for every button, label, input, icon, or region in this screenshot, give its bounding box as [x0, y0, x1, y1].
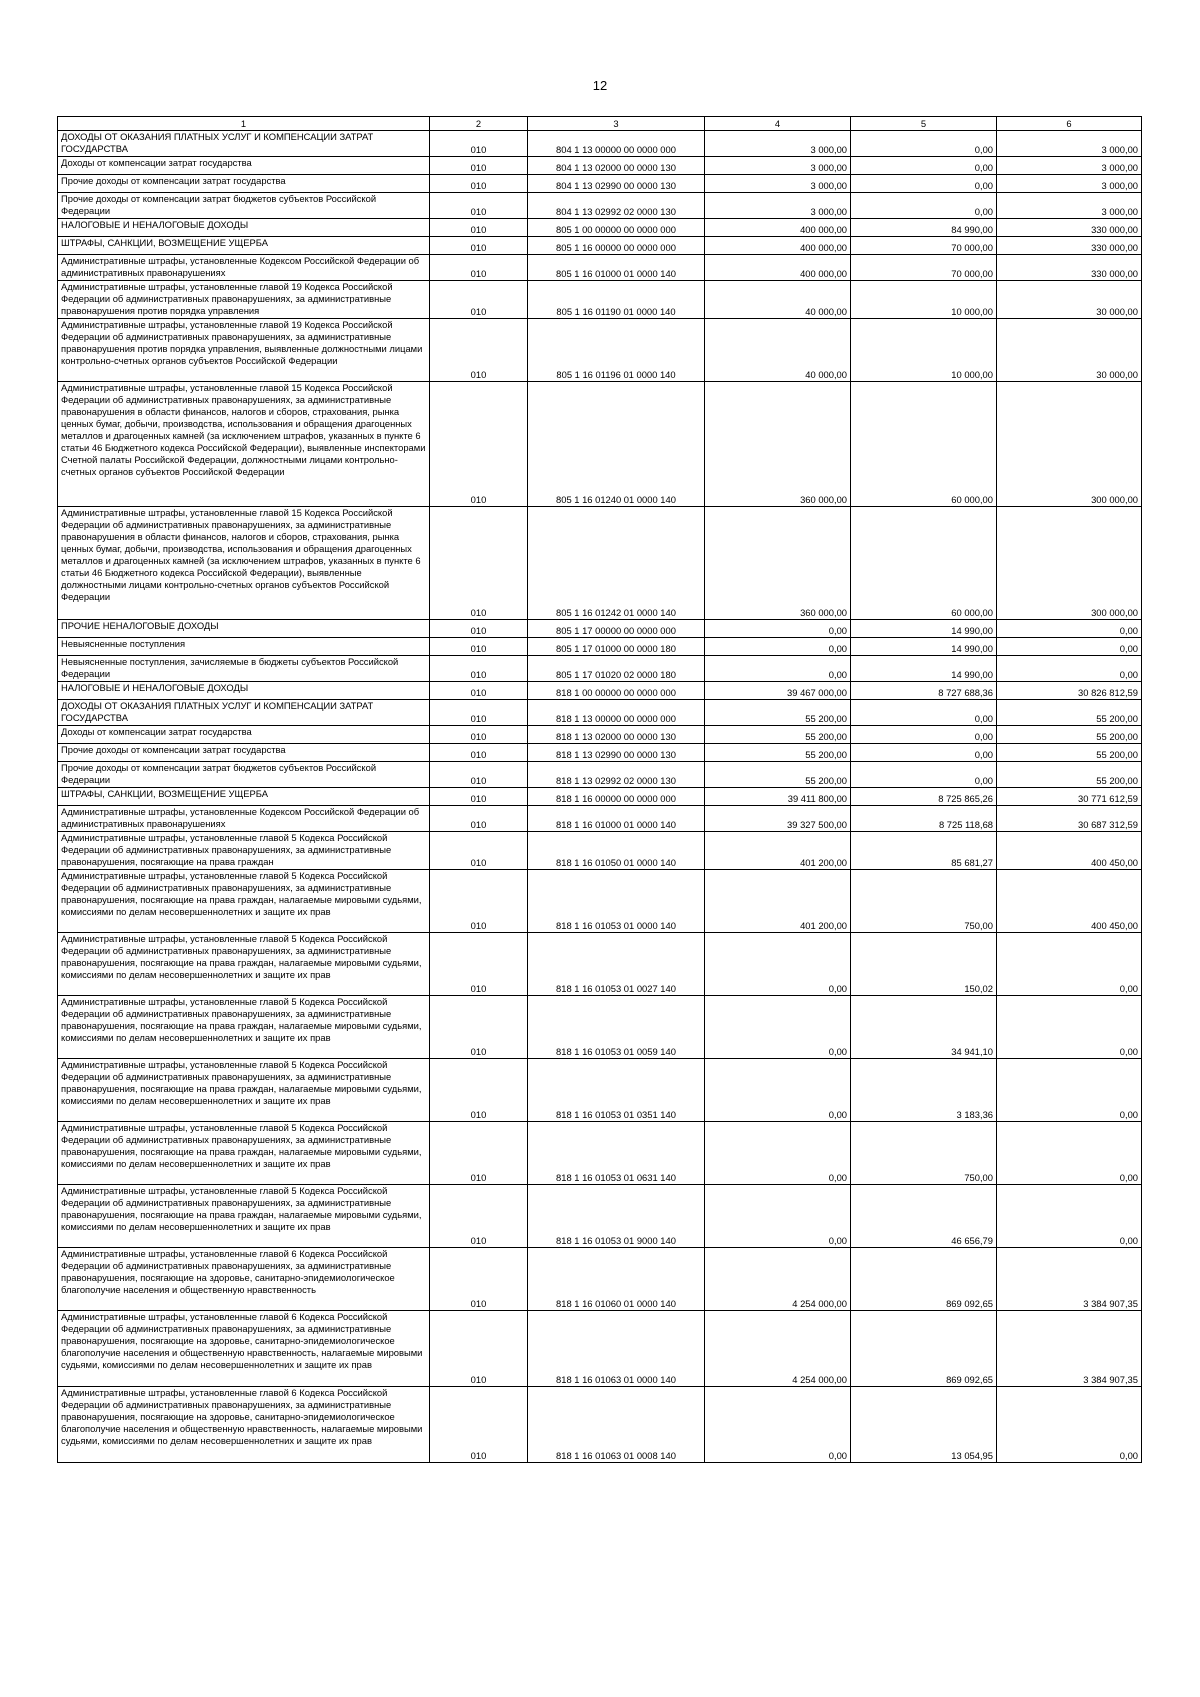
row-kbk: 818 1 13 00000 00 0000 000: [528, 700, 705, 726]
row-value-4: 3 000,00: [705, 131, 851, 157]
row-code: 010: [430, 175, 528, 193]
row-value-5: 0,00: [851, 726, 997, 744]
row-code: 010: [430, 788, 528, 806]
row-code: 010: [430, 870, 528, 933]
row-value-6: 300 000,00: [997, 382, 1142, 507]
row-value-4: 4 254 000,00: [705, 1248, 851, 1311]
row-name: Административные штрафы, установленные главой 6 Кодекса Российской Федерации об административных правонарушениях, за административные правонарушения, посягающие на здоровье, санитарно-эпидемиологическое благополучие населения и общественную нравственность, налагаемые мировыми судьями, комиссиями по делам несовершеннолетних и защите их прав: [58, 1311, 430, 1387]
row-kbk: 804 1 13 02992 02 0000 130: [528, 193, 705, 219]
row-code: 010: [430, 1248, 528, 1311]
row-code: 010: [430, 1311, 528, 1387]
table-row: [58, 806, 1142, 832]
row-name: Прочие доходы от компенсации затрат государства: [58, 744, 430, 762]
row-value-6: 30 826 812,59: [997, 682, 1142, 700]
row-value-6: 3 384 907,35: [997, 1311, 1142, 1387]
row-code: 010: [430, 682, 528, 700]
row-kbk: 818 1 16 01063 01 0000 140: [528, 1311, 705, 1387]
row-value-6: 3 000,00: [997, 175, 1142, 193]
row-value-4: 55 200,00: [705, 700, 851, 726]
row-name: ШТРАФЫ, САНКЦИИ, ВОЗМЕЩЕНИЕ УЩЕРБА: [58, 788, 430, 806]
header-row: [58, 117, 1142, 131]
row-value-5: 8 727 688,36: [851, 682, 997, 700]
row-kbk: 804 1 13 02000 00 0000 130: [528, 157, 705, 175]
row-code: 010: [430, 131, 528, 157]
row-code: 010: [430, 1122, 528, 1185]
row-name: НАЛОГОВЫЕ И НЕНАЛОГОВЫЕ ДОХОДЫ: [58, 219, 430, 237]
row-code: 010: [430, 219, 528, 237]
row-value-6: 0,00: [997, 1185, 1142, 1248]
row-value-6: 3 000,00: [997, 157, 1142, 175]
row-name: ДОХОДЫ ОТ ОКАЗАНИЯ ПЛАТНЫХ УСЛУГ И КОМПЕНСАЦИИ ЗАТРАТ ГОСУДАРСТВА: [58, 700, 430, 726]
column-header: 1: [58, 117, 430, 131]
row-value-4: 400 000,00: [705, 255, 851, 281]
row-code: 010: [430, 744, 528, 762]
row-value-4: 40 000,00: [705, 319, 851, 382]
row-value-6: 3 384 907,35: [997, 1248, 1142, 1311]
table-row: [58, 744, 1142, 762]
row-value-5: 70 000,00: [851, 237, 997, 255]
row-name: ДОХОДЫ ОТ ОКАЗАНИЯ ПЛАТНЫХ УСЛУГ И КОМПЕНСАЦИИ ЗАТРАТ ГОСУДАРСТВА: [58, 131, 430, 157]
row-kbk: 818 1 16 01053 01 0059 140: [528, 996, 705, 1059]
row-value-6: 0,00: [997, 656, 1142, 682]
row-value-6: 55 200,00: [997, 762, 1142, 788]
row-value-5: 13 054,95: [851, 1387, 997, 1463]
row-value-5: 8 725 118,68: [851, 806, 997, 832]
row-value-4: 0,00: [705, 1059, 851, 1122]
table-row: [58, 157, 1142, 175]
row-code: 010: [430, 382, 528, 507]
row-kbk: 818 1 16 01053 01 0000 140: [528, 870, 705, 933]
row-value-6: 55 200,00: [997, 744, 1142, 762]
row-value-6: 30 687 312,59: [997, 806, 1142, 832]
row-value-6: 55 200,00: [997, 700, 1142, 726]
row-value-6: 30 771 612,59: [997, 788, 1142, 806]
row-kbk: 805 1 16 01242 01 0000 140: [528, 507, 705, 620]
row-name: Административные штрафы, установленные главой 6 Кодекса Российской Федерации об административных правонарушениях, за административные правонарушения, посягающие на здоровье, санитарно-эпидемиологическое благополучие населения и общественную нравственность: [58, 1248, 430, 1311]
row-value-4: 360 000,00: [705, 507, 851, 620]
table-row: [58, 870, 1142, 933]
table-row: [58, 175, 1142, 193]
row-value-4: 360 000,00: [705, 382, 851, 507]
row-kbk: 818 1 16 01050 01 0000 140: [528, 832, 705, 870]
row-name: Административные штрафы, установленные главой 5 Кодекса Российской Федерации об административных правонарушениях, за административные правонарушения, посягающие на права граждан, налагаемые мировыми судьями, комиссиями по делам несовершеннолетних и защите их прав: [58, 1185, 430, 1248]
row-kbk: 818 1 16 01060 01 0000 140: [528, 1248, 705, 1311]
row-value-5: 0,00: [851, 131, 997, 157]
table-row: [58, 1122, 1142, 1185]
row-name: Административные штрафы, установленные главой 5 Кодекса Российской Федерации об административных правонарушениях, за административные правонарушения, посягающие на права граждан, налагаемые мировыми судьями, комиссиями по делам несовершеннолетних и защите их прав: [58, 1122, 430, 1185]
table-row: [58, 620, 1142, 638]
row-value-6: 0,00: [997, 1387, 1142, 1463]
row-code: 010: [430, 319, 528, 382]
row-name: Административные штрафы, установленные главой 6 Кодекса Российской Федерации об административных правонарушениях, за административные правонарушения, посягающие на здоровье, санитарно-эпидемиологическое благополучие населения и общественную нравственность, налагаемые мировыми судьями, комиссиями по делам несовершеннолетних и защите их прав: [58, 1387, 430, 1463]
table-row: [58, 996, 1142, 1059]
row-value-5: 0,00: [851, 762, 997, 788]
revenue-table: [57, 116, 1142, 1463]
row-code: 010: [430, 281, 528, 319]
row-name: Административные штрафы, установленные главой 19 Кодекса Российской Федерации об административных правонарушениях, за административные правонарушения против порядка управления, выявленные должностными лицами контрольно-счетных органов субъектов Российской Федерации: [58, 319, 430, 382]
row-code: 010: [430, 237, 528, 255]
row-value-6: 330 000,00: [997, 237, 1142, 255]
row-value-6: 300 000,00: [997, 507, 1142, 620]
row-value-6: 55 200,00: [997, 726, 1142, 744]
row-name: Прочие доходы от компенсации затрат государства: [58, 175, 430, 193]
row-code: 010: [430, 638, 528, 656]
row-name: Административные штрафы, установленные главой 5 Кодекса Российской Федерации об административных правонарушениях, за административные правонарушения, посягающие на права граждан, налагаемые мировыми судьями, комиссиями по делам несовершеннолетних и защите их прав: [58, 996, 430, 1059]
table-row: [58, 638, 1142, 656]
row-value-4: 401 200,00: [705, 832, 851, 870]
column-header: 4: [705, 117, 851, 131]
table-row: [58, 255, 1142, 281]
row-value-4: 55 200,00: [705, 726, 851, 744]
row-value-5: 84 990,00: [851, 219, 997, 237]
row-value-4: 0,00: [705, 620, 851, 638]
row-value-4: 0,00: [705, 1122, 851, 1185]
table-row: [58, 700, 1142, 726]
row-value-4: 55 200,00: [705, 762, 851, 788]
row-value-5: 14 990,00: [851, 638, 997, 656]
table-body: [58, 131, 1142, 1463]
row-value-5: 869 092,65: [851, 1248, 997, 1311]
row-code: 010: [430, 656, 528, 682]
row-name: Административные штрафы, установленные главой 5 Кодекса Российской Федерации об административных правонарушениях, за административные правонарушения, посягающие на права граждан, налагаемые мировыми судьями, комиссиями по делам несовершеннолетних и защите их прав: [58, 870, 430, 933]
row-code: 010: [430, 157, 528, 175]
row-value-5: 750,00: [851, 870, 997, 933]
row-code: 010: [430, 1185, 528, 1248]
row-code: 010: [430, 832, 528, 870]
row-kbk: 805 1 16 01000 01 0000 140: [528, 255, 705, 281]
row-value-4: 39 467 000,00: [705, 682, 851, 700]
row-name: Административные штрафы, установленные главой 15 Кодекса Российской Федерации об административных правонарушениях, за административные правонарушения в области финансов, налогов и сборов, страхования, рынка ценных бумаг, добычи, производства, использования и обращения драгоценных металлов и драгоценных камней (за исключением штрафов, указанных в пункте 6 статьи 46 Бюджетного кодекса Российской Федерации), выявленные инспекторами Счетной палаты Российской Федерации, должностными лицами контрольно-счетных органов субъектов Российской Федерации: [58, 382, 430, 507]
row-value-5: 10 000,00: [851, 281, 997, 319]
row-name: Невыясненные поступления, зачисляемые в бюджеты субъектов Российской Федерации: [58, 656, 430, 682]
row-value-5: 869 092,65: [851, 1311, 997, 1387]
row-code: 010: [430, 255, 528, 281]
row-code: 010: [430, 933, 528, 996]
row-kbk: 805 1 16 01240 01 0000 140: [528, 382, 705, 507]
row-value-6: 0,00: [997, 933, 1142, 996]
row-name: Административные штрафы, установленные главой 15 Кодекса Российской Федерации об административных правонарушениях, за административные правонарушения в области финансов, налогов и сборов, страхования, рынка ценных бумаг, добычи, производства, использования и обращения драгоценных металлов и драгоценных камней (за исключением штрафов, указанных в пункте 6 статьи 46 Бюджетного кодекса Российской Федерации), выявленные должностными лицами контрольно-счетных органов субъектов Российской Федерации: [58, 507, 430, 620]
row-value-6: 0,00: [997, 620, 1142, 638]
page-number: 12: [592, 78, 608, 93]
row-code: 010: [430, 1059, 528, 1122]
row-value-4: 4 254 000,00: [705, 1311, 851, 1387]
row-name: Невыясненные поступления: [58, 638, 430, 656]
row-kbk: 818 1 16 00000 00 0000 000: [528, 788, 705, 806]
row-kbk: 818 1 00 00000 00 0000 000: [528, 682, 705, 700]
row-kbk: 818 1 16 01053 01 0351 140: [528, 1059, 705, 1122]
table-row: [58, 762, 1142, 788]
table-row: [58, 726, 1142, 744]
row-code: 010: [430, 1387, 528, 1463]
row-value-4: 55 200,00: [705, 744, 851, 762]
row-code: 010: [430, 726, 528, 744]
row-kbk: 818 1 16 01063 01 0008 140: [528, 1387, 705, 1463]
table-row: [58, 193, 1142, 219]
row-code: 010: [430, 700, 528, 726]
table-row: [58, 319, 1142, 382]
row-value-5: 750,00: [851, 1122, 997, 1185]
row-value-6: 0,00: [997, 638, 1142, 656]
row-value-5: 14 990,00: [851, 656, 997, 682]
row-value-4: 39 327 500,00: [705, 806, 851, 832]
row-name: Доходы от компенсации затрат государства: [58, 726, 430, 744]
row-name: ПРОЧИЕ НЕНАЛОГОВЫЕ ДОХОДЫ: [58, 620, 430, 638]
column-header: 6: [997, 117, 1142, 131]
table-row: [58, 1248, 1142, 1311]
row-value-5: 14 990,00: [851, 620, 997, 638]
table-row: [58, 1311, 1142, 1387]
row-value-4: 3 000,00: [705, 193, 851, 219]
row-kbk: 818 1 16 01053 01 0631 140: [528, 1122, 705, 1185]
row-value-4: 3 000,00: [705, 157, 851, 175]
row-value-4: 0,00: [705, 656, 851, 682]
row-kbk: 805 1 16 01196 01 0000 140: [528, 319, 705, 382]
row-kbk: 805 1 16 01190 01 0000 140: [528, 281, 705, 319]
table-row: [58, 219, 1142, 237]
row-value-5: 70 000,00: [851, 255, 997, 281]
row-value-4: 40 000,00: [705, 281, 851, 319]
row-value-5: 0,00: [851, 193, 997, 219]
row-name: Административные штрафы, установленные главой 19 Кодекса Российской Федерации об административных правонарушениях, за административные правонарушения против порядка управления: [58, 281, 430, 319]
column-header: 5: [851, 117, 997, 131]
row-name: НАЛОГОВЫЕ И НЕНАЛОГОВЫЕ ДОХОДЫ: [58, 682, 430, 700]
row-value-4: 3 000,00: [705, 175, 851, 193]
table-row: [58, 933, 1142, 996]
row-value-5: 10 000,00: [851, 319, 997, 382]
row-name: Административные штрафы, установленные главой 5 Кодекса Российской Федерации об административных правонарушениях, за административные правонарушения, посягающие на права граждан, налагаемые мировыми судьями, комиссиями по делам несовершеннолетних и защите их прав: [58, 1059, 430, 1122]
row-name: Доходы от компенсации затрат государства: [58, 157, 430, 175]
table-row: [58, 507, 1142, 620]
row-name: Административные штрафы, установленные Кодексом Российской Федерации об административных правонарушениях: [58, 255, 430, 281]
row-value-5: 85 681,27: [851, 832, 997, 870]
row-name: Прочие доходы от компенсации затрат бюджетов субъектов Российской Федерации: [58, 193, 430, 219]
row-name: Административные штрафы, установленные главой 5 Кодекса Российской Федерации об административных правонарушениях, за административные правонарушения, посягающие на права граждан: [58, 832, 430, 870]
row-name: ШТРАФЫ, САНКЦИИ, ВОЗМЕЩЕНИЕ УЩЕРБА: [58, 237, 430, 255]
row-kbk: 805 1 17 01020 02 0000 180: [528, 656, 705, 682]
row-value-4: 0,00: [705, 996, 851, 1059]
row-kbk: 818 1 13 02992 02 0000 130: [528, 762, 705, 788]
row-value-5: 60 000,00: [851, 382, 997, 507]
column-header: 2: [430, 117, 528, 131]
row-value-5: 150,02: [851, 933, 997, 996]
row-value-5: 0,00: [851, 700, 997, 726]
row-name: Прочие доходы от компенсации затрат бюджетов субъектов Российской Федерации: [58, 762, 430, 788]
row-value-6: 330 000,00: [997, 219, 1142, 237]
row-value-4: 0,00: [705, 1185, 851, 1248]
row-name: Административные штрафы, установленные Кодексом Российской Федерации об административных правонарушениях: [58, 806, 430, 832]
row-kbk: 804 1 13 02990 00 0000 130: [528, 175, 705, 193]
row-value-6: 0,00: [997, 1122, 1142, 1185]
row-kbk: 818 1 13 02000 00 0000 130: [528, 726, 705, 744]
row-value-5: 3 183,36: [851, 1059, 997, 1122]
row-value-5: 0,00: [851, 157, 997, 175]
row-value-5: 0,00: [851, 744, 997, 762]
row-kbk: 805 1 00 00000 00 0000 000: [528, 219, 705, 237]
row-code: 010: [430, 996, 528, 1059]
row-value-6: 400 450,00: [997, 832, 1142, 870]
row-kbk: 805 1 16 00000 00 0000 000: [528, 237, 705, 255]
row-value-4: 400 000,00: [705, 219, 851, 237]
row-value-4: 0,00: [705, 638, 851, 656]
row-kbk: 804 1 13 00000 00 0000 000: [528, 131, 705, 157]
row-code: 010: [430, 620, 528, 638]
row-value-6: 30 000,00: [997, 319, 1142, 382]
row-kbk: 818 1 13 02990 00 0000 130: [528, 744, 705, 762]
row-value-6: 330 000,00: [997, 255, 1142, 281]
column-header: 3: [528, 117, 705, 131]
row-value-4: 0,00: [705, 933, 851, 996]
row-kbk: 805 1 17 00000 00 0000 000: [528, 620, 705, 638]
row-value-6: 400 450,00: [997, 870, 1142, 933]
row-value-4: 400 000,00: [705, 237, 851, 255]
row-value-5: 34 941,10: [851, 996, 997, 1059]
table-row: [58, 131, 1142, 157]
row-code: 010: [430, 762, 528, 788]
table-row: [58, 1387, 1142, 1463]
row-value-6: 3 000,00: [997, 131, 1142, 157]
row-name: Административные штрафы, установленные главой 5 Кодекса Российской Федерации об административных правонарушениях, за административные правонарушения, посягающие на права граждан, налагаемые мировыми судьями, комиссиями по делам несовершеннолетних и защите их прав: [58, 933, 430, 996]
row-value-4: 0,00: [705, 1387, 851, 1463]
table-row: [58, 788, 1142, 806]
row-value-5: 46 656,79: [851, 1185, 997, 1248]
table-row: [58, 281, 1142, 319]
table-row: [58, 382, 1142, 507]
row-value-4: 39 411 800,00: [705, 788, 851, 806]
row-kbk: 805 1 17 01000 00 0000 180: [528, 638, 705, 656]
row-value-6: 30 000,00: [997, 281, 1142, 319]
row-code: 010: [430, 193, 528, 219]
row-kbk: 818 1 16 01053 01 9000 140: [528, 1185, 705, 1248]
row-value-6: 0,00: [997, 1059, 1142, 1122]
row-value-5: 60 000,00: [851, 507, 997, 620]
row-value-5: 0,00: [851, 175, 997, 193]
table-row: [58, 237, 1142, 255]
table-row: [58, 656, 1142, 682]
table-row: [58, 1185, 1142, 1248]
row-value-6: 0,00: [997, 996, 1142, 1059]
row-code: 010: [430, 507, 528, 620]
table-row: [58, 832, 1142, 870]
row-kbk: 818 1 16 01000 01 0000 140: [528, 806, 705, 832]
row-value-6: 3 000,00: [997, 193, 1142, 219]
table-row: [58, 682, 1142, 700]
row-value-5: 8 725 865,26: [851, 788, 997, 806]
table-row: [58, 1059, 1142, 1122]
row-code: 010: [430, 806, 528, 832]
row-kbk: 818 1 16 01053 01 0027 140: [528, 933, 705, 996]
row-value-4: 401 200,00: [705, 870, 851, 933]
